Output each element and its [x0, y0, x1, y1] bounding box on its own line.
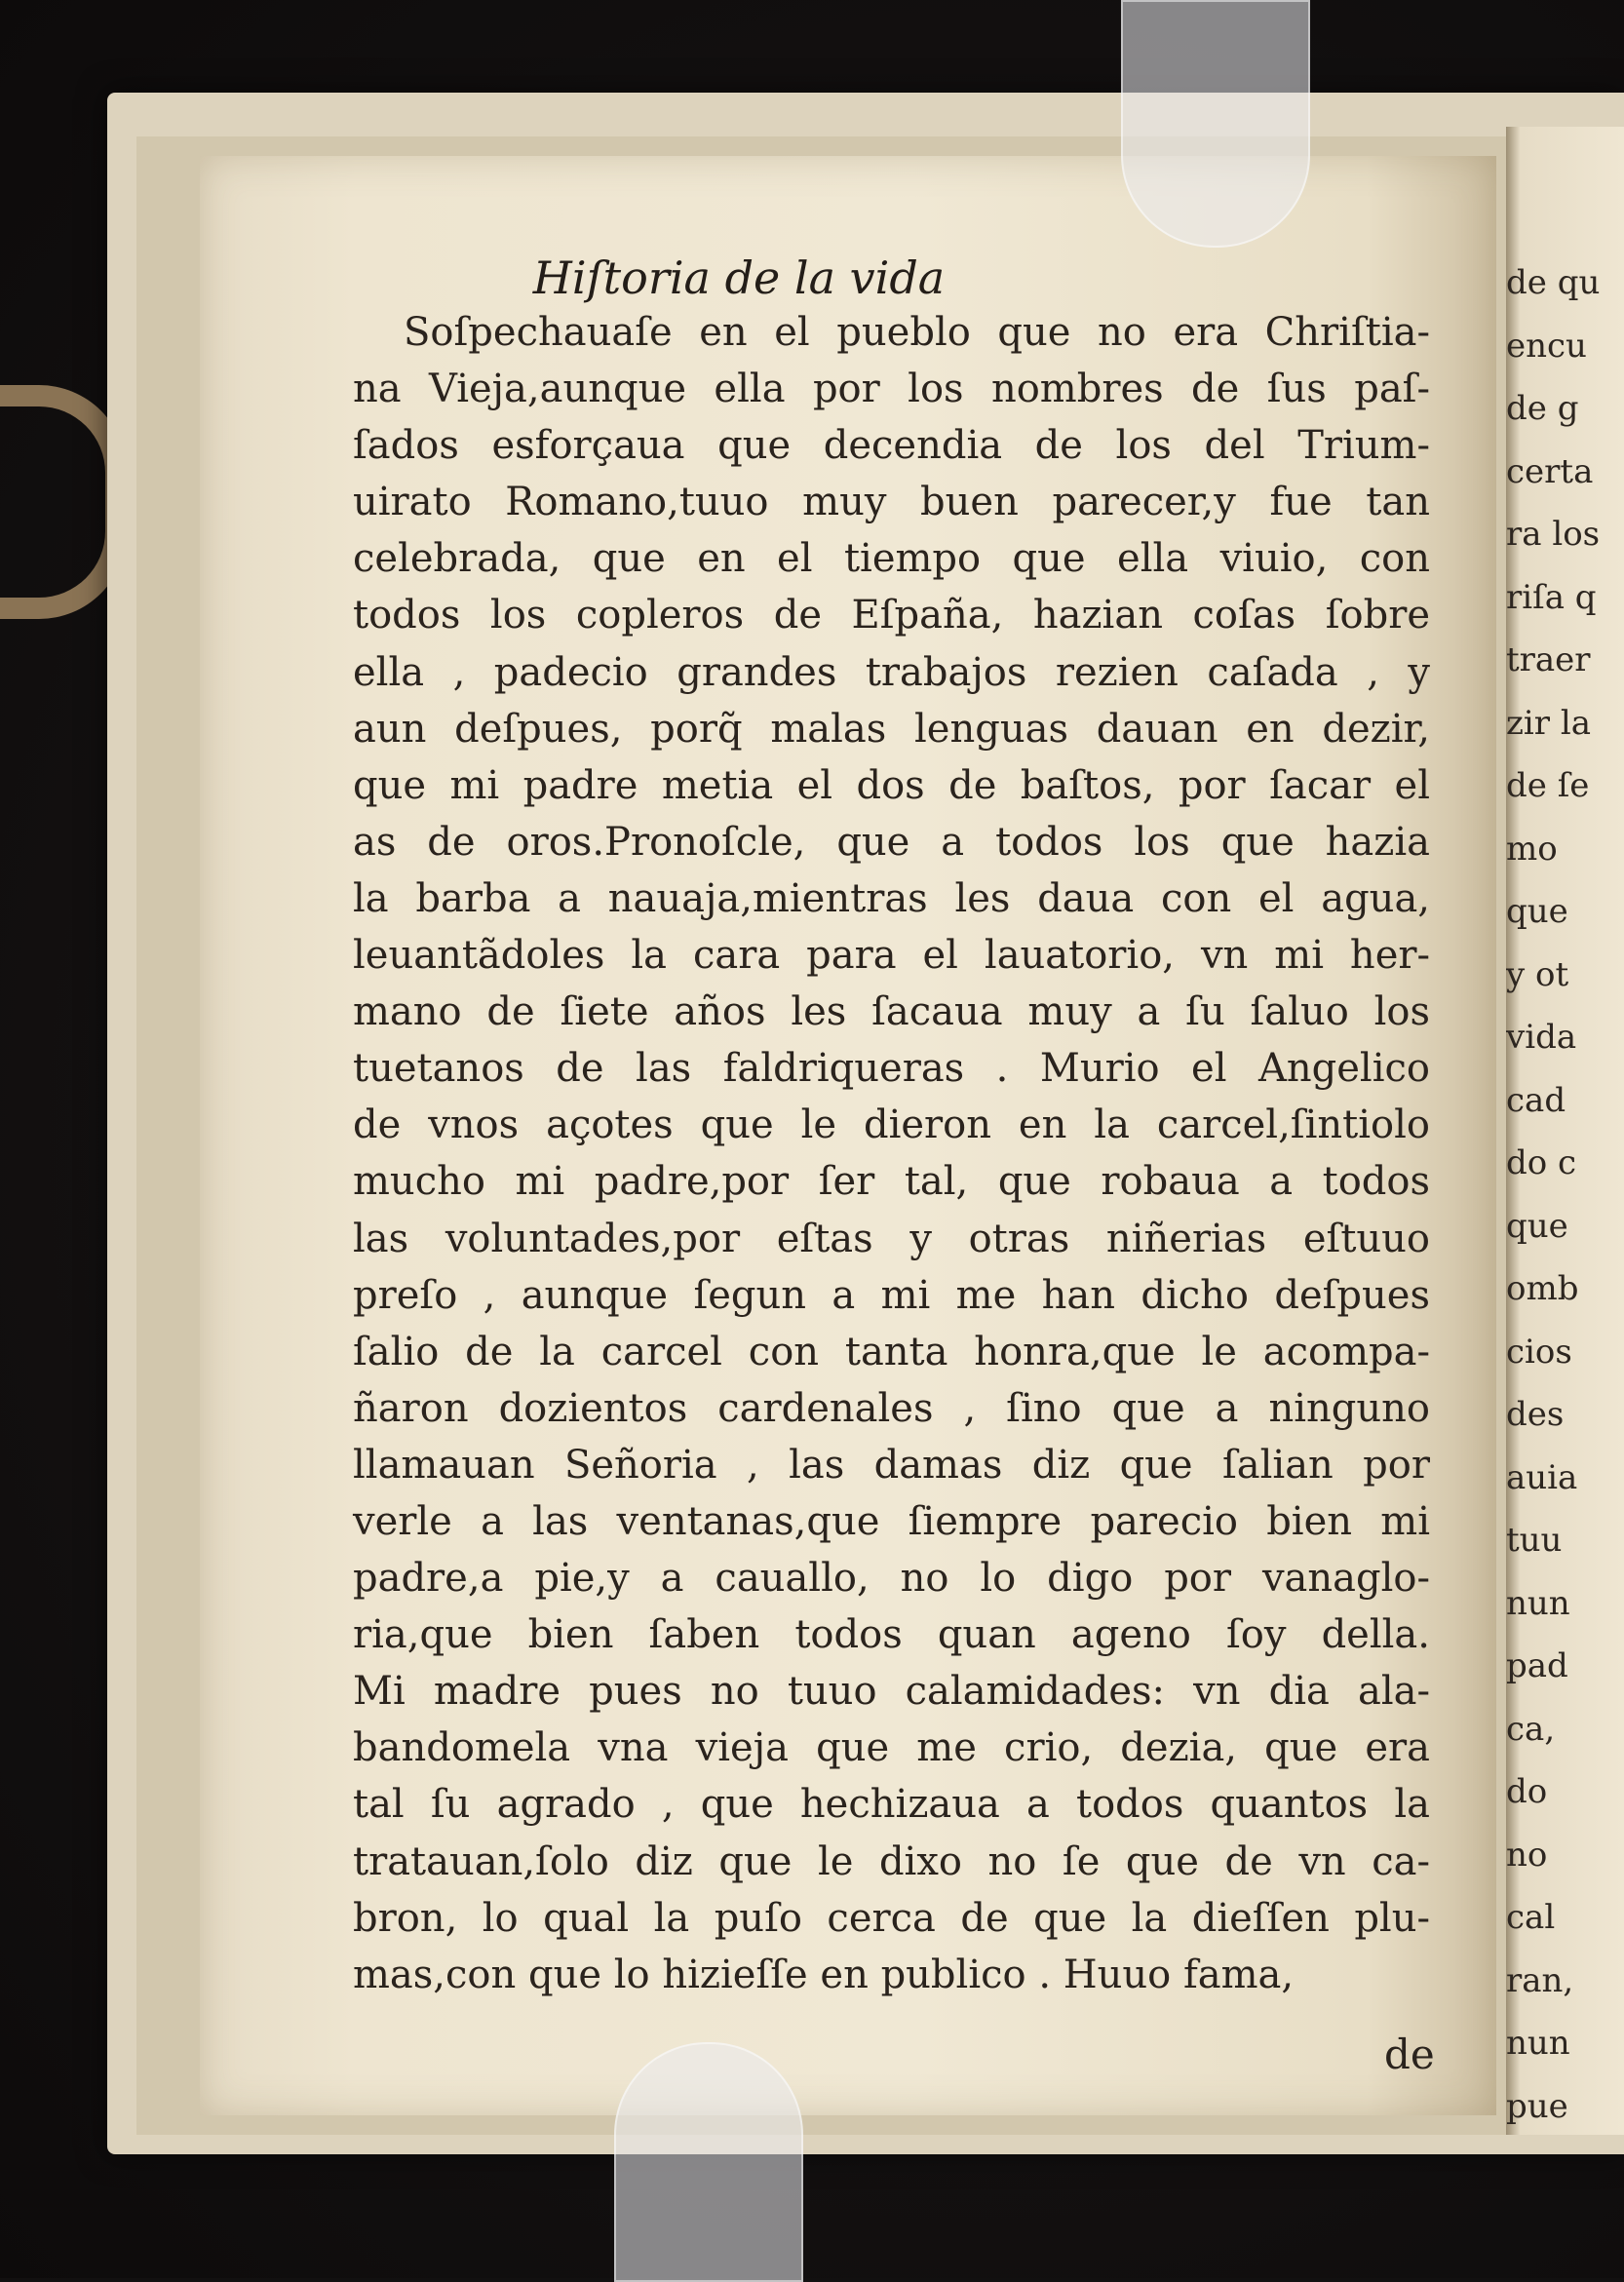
text-line: mano de ſiete años les ſacaua muy a ſu ſaluo los [353, 989, 1430, 1035]
page-clip-top [1121, 0, 1310, 248]
text-line: as de oros.Pronoſcle, que a todos los que hazia [353, 819, 1430, 865]
text-line: leuantãdoles la cara para el lauatorio, vn mi her- [353, 933, 1430, 979]
facing-page-fragment: mo [1506, 829, 1558, 869]
facing-page-fragment: y ot [1506, 954, 1569, 994]
text-line: las voluntades,por eſtas y otras niñerias eſtuuo [353, 1216, 1430, 1261]
text-line: ſados esforçaua que decendia de los del Trium- [353, 423, 1430, 469]
text-line: que mi padre metia el dos de baſtos, por ſacar el [353, 762, 1430, 808]
text-line: tratauan,ſolo diz que le dixo no ſe que de vn ca- [353, 1838, 1430, 1884]
text-line: Mi madre pues no tuuo calamidades: vn dia ala- [353, 1669, 1430, 1715]
text-line: na Vieja,aunque ella por los nombres de ſus paſ- [353, 367, 1430, 412]
facing-page-fragment: do [1506, 1772, 1548, 1811]
text-line: padre,a pie,y a cauallo, no lo digo por vanaglo- [353, 1556, 1430, 1602]
facing-page-fragment: cad [1506, 1080, 1566, 1120]
facing-page-fragment: ra los [1506, 515, 1601, 554]
facing-page-fragment: que [1506, 892, 1568, 931]
facing-page-fragment: auia [1506, 1457, 1578, 1497]
text-line: todos los copleros de Eſpaña, hazian coſas ſobre [353, 593, 1430, 638]
facing-page-fragment: pad [1506, 1646, 1568, 1685]
page-clip-bottom [614, 2042, 803, 2282]
facing-page-fragment: cios [1506, 1332, 1572, 1372]
facing-page-fragment: traer [1506, 640, 1591, 679]
text-line: bron, lo qual la puſo cerca de que la dieſſen plu- [353, 1895, 1430, 1941]
facing-page [1506, 127, 1624, 2135]
facing-page-fragment: ca, [1506, 1709, 1556, 1749]
facing-page-fragment: nun [1506, 1583, 1570, 1623]
facing-page-fragment: de qu [1506, 263, 1601, 302]
text-line: aun deſpues, porq̃ malas lenguas dauan en dezir, [353, 706, 1430, 752]
facing-page-fragment: certa [1506, 451, 1594, 491]
text-line: Soſpechauaſe en el pueblo que no era Chriſtia- [404, 310, 1430, 355]
facing-page-fragment: des [1506, 1395, 1565, 1434]
page-text-block [353, 304, 1430, 2003]
facing-page-fragment: nun [1506, 2024, 1570, 2063]
text-line: la barba a nauaja,mientras les daua con el agua, [353, 875, 1430, 921]
facing-page-fragment: cal [1506, 1898, 1556, 1937]
running-header-text: Hiſtoria de la vida [532, 251, 946, 304]
text-line: mucho mi padre,por ſer tal, que robaua a todos [353, 1159, 1430, 1205]
text-line: llamauan Señoria , las damas diz que ſalian por [353, 1442, 1430, 1488]
text-line: bandomela vna vieja que me crio, dezia, que era [353, 1725, 1430, 1771]
text-line: tal ſu agrado , que hechizaua a todos quantos la [353, 1782, 1430, 1828]
facing-page-fragment: encu [1506, 326, 1587, 366]
text-line: preſo , aunque ſegun a mi me han dicho deſpues [353, 1272, 1430, 1318]
facing-page-fragment: de ſe [1506, 766, 1590, 805]
catchword: de [1384, 2031, 1435, 2078]
facing-page-fragment: omb [1506, 1269, 1579, 1308]
facing-page-fragment: que [1506, 1206, 1568, 1246]
text-line: tuetanos de las faldriqueras . Murio el Angelico [353, 1046, 1430, 1092]
text-line: de vnos açotes que le dieron en la carcel,ſintiolo [353, 1102, 1430, 1148]
facing-page-fragment: riſa q [1506, 577, 1597, 617]
text-line: ria,que bien ſaben todos quan ageno ſoy della. [353, 1612, 1430, 1658]
text-line: verle a las ventanas,que ſiempre parecio bien mi [353, 1498, 1430, 1544]
facing-page-fragment: do c [1506, 1143, 1577, 1182]
text-line: ſalio de la carcel con tanta honra,que le acompa- [353, 1329, 1430, 1374]
facing-page-fragment: no [1506, 1835, 1548, 1875]
text-line: ella , padecio grandes trabajos rezien caſada , y [353, 649, 1430, 695]
facing-page-fragment: pue [1506, 2086, 1568, 2126]
text-line: ñaron dozientos cardenales , ſino que a ninguno [353, 1385, 1430, 1431]
facing-page-fragment: tuu [1506, 1521, 1563, 1560]
text-line: uirato Romano,tuuo muy buen parecer,y fue tan [353, 480, 1430, 525]
text-line: celebrada, que en el tiempo que ella viuio, con [353, 536, 1430, 582]
running-header [0, 251, 1624, 304]
facing-page-fragment: ran, [1506, 1960, 1574, 2000]
text-line: mas,con que lo hizieſſe en publico . Huuo fama, [353, 1952, 1295, 1997]
facing-page-fragment: de g [1506, 389, 1579, 428]
facing-page-fragment: zir la [1506, 703, 1591, 743]
facing-page-fragment: vida [1506, 1018, 1577, 1057]
